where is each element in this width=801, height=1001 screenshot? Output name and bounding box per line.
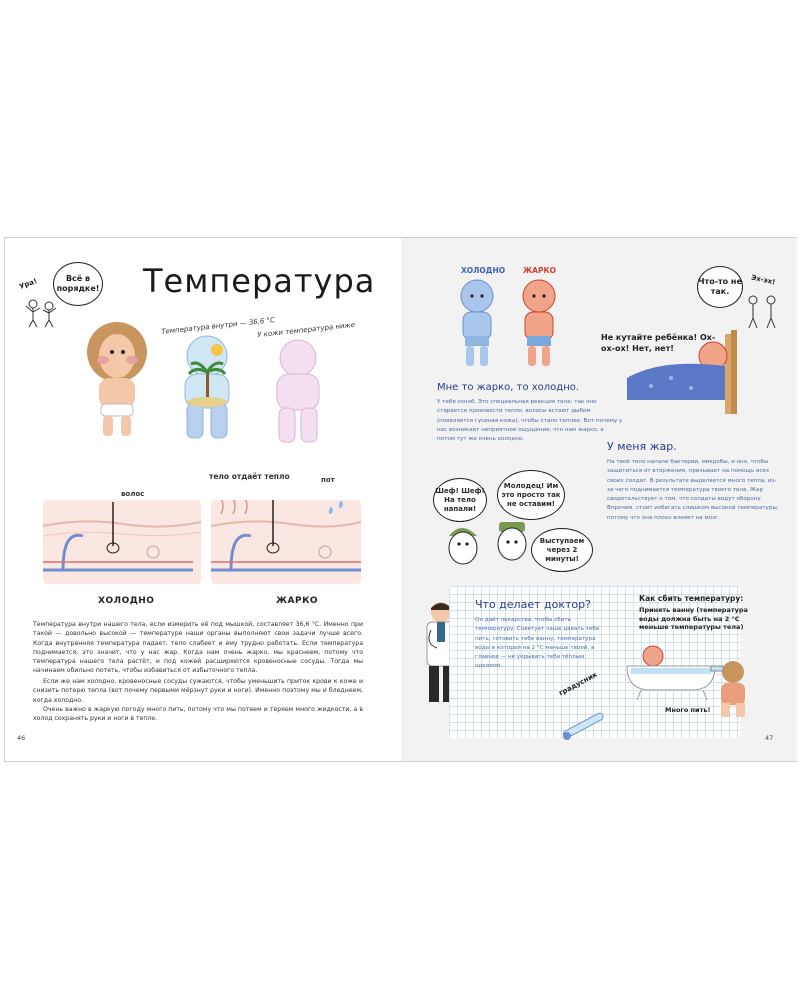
text-hot-cold: У тебя озноб. Это специальная реакция тела: так оно старается произвести тепло: волосы встают дыбом (появляется гусиная кожа), чтобы стало теплее. Вот почему у нас возникает неприятное ощущение, что нам жарко, а потом тут же очень холодно.	[437, 399, 623, 443]
label-skin-temp: У кожи температура ниже	[256, 320, 356, 340]
drinking-child-illustration	[709, 658, 757, 718]
paragraph-2: Если же нам холодно, кровеносные сосуды сужаются, чтобы уменьшить приток крови к коже и снизить потерю тепла (вот почему первыми мёрзнут руки и ноги). Именно поэтому мы и бледнеем, когда холодно.	[33, 678, 363, 704]
speech-bravo-text: Молодец! Им это просто так не оставим!	[501, 481, 561, 508]
exclaim-oh: Эх-эх!	[750, 273, 776, 287]
skin-hot-diagram	[211, 500, 361, 584]
label-cold: ХОЛОДНО	[461, 266, 506, 275]
speech-bubble-ok	[53, 262, 103, 306]
heading-fever: У меня жар.	[607, 440, 677, 453]
item-drink: Много пить!	[665, 706, 711, 714]
caption-hot: ЖАРКО	[276, 596, 319, 606]
label-sweat: пот	[321, 476, 335, 484]
label-hot: ЖАРКО	[523, 266, 556, 275]
label-body-heat: тело отдаёт тепло	[209, 472, 290, 481]
heading-lower: Как сбить температуру:	[639, 594, 744, 603]
paragraph-3: Очень важно в жаркую погоду много пить, потому что мы потеем и теряем много жидкости, а в холод сохранять руки и ноги в тепле.	[33, 706, 363, 723]
item-bath: Принять ванну (температура воды должна быть на 2 °С меньше температуры тела)	[639, 606, 748, 631]
exclaim-ura: Ура!	[18, 277, 39, 291]
speech-march	[531, 528, 593, 572]
quote-dont-wrap: Не кутайте ребёнка! Ох-ох-ох! Нет, нет!	[601, 333, 716, 353]
worried-figures-illustration	[741, 288, 785, 330]
page-title: Температура	[143, 262, 376, 300]
speech-bubble-wrong-text: Что-то не так.	[698, 277, 742, 296]
speech-bravo	[497, 470, 565, 520]
skin-cold-diagram	[43, 500, 201, 584]
bed-child-illustration	[621, 330, 757, 414]
speech-bubble-ok-text: Всё в порядке!	[56, 274, 100, 293]
left-page	[5, 238, 401, 761]
label-thermometer: градусник	[557, 670, 599, 698]
speech-chef-text: Шеф! Шеф! На тело напали!	[435, 486, 485, 513]
book-spread	[4, 237, 797, 762]
child-figure-illustration	[77, 320, 157, 438]
speech-bubble-wrong	[697, 266, 743, 308]
label-hair: волос	[121, 490, 145, 498]
text-fever: На твоё тело напали бактерии, микробы, и оно, чтобы защититься от вторжения, призывает на помощь всех своих солдат. В результате выделяется много тепла, из-за чего поднимается температура твоего тела. Жар свидетельствует о том, что солдаты ведут оборону. Впрочем, стоит избегать слишком высокой температуры, потому что она плохо влияет на мозг.	[607, 459, 779, 521]
caption-cold: ХОЛОДНО	[98, 596, 155, 606]
heading-doctor: Что делает доктор?	[475, 598, 591, 611]
cold-child-illustration	[451, 276, 503, 368]
label-inside-temp: Температура внутри — 36,6 °С	[160, 316, 276, 336]
speech-chef	[433, 478, 487, 522]
paragraph-1: Температура внутри нашего тела, если измерить её под мышкой, составляет 36,6 °С. Именно при такой — довольно высокой — температуре наши органы выполняют свои задачи лучше всего. Когда внутренняя температура падает, тело слабеет и ему трудно работать. Если температура поднимается, это значит, что у нас жар. Когда нам очень жарко, мы краснеем, потому что температура нашего тела растёт, и под кожей расширяются кровеносные сосуды. Тогда мы начинаем обильно потеть, чтобы избавиться от избыточного тепла.	[33, 621, 363, 675]
speech-march-text: Выступаем через 2 минуты!	[539, 536, 585, 563]
page-number-right: 47	[765, 734, 774, 742]
heading-hot-cold: Мне то жарко, то холодно.	[437, 382, 580, 393]
soldiers-illustration	[445, 518, 535, 574]
thermometer-icon	[557, 708, 611, 742]
page-number-left: 46	[17, 734, 26, 742]
hot-child-illustration	[513, 276, 565, 368]
text-doctor: Он даёт лекарства, чтобы сбить температуру. Советует чаще давать тебе пить, готовить тебе ванну, температура воды в которой на 2 °С меньше твоей, а главное — не укрывать тебя тёплым одеялом.	[475, 617, 600, 670]
body-inside-illustration	[165, 332, 249, 442]
body-skin-illustration	[263, 336, 333, 446]
